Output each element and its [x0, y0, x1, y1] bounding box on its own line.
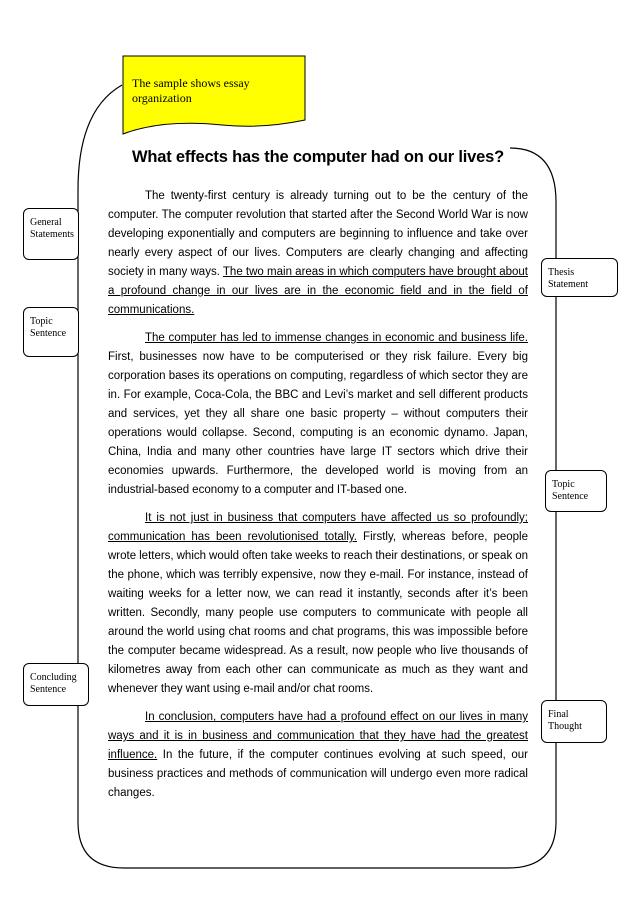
sticky-note	[122, 55, 306, 135]
callout-thesis-statement: Thesis Statement	[541, 258, 618, 297]
final-thought-text: In the future, if the computer continues evolving at such speed, our business practices and methods of communication will undergo even more radical changes.	[108, 749, 528, 799]
paragraph-communication-text: Firstly, whereas before, people wrote letters, which would often take weeks to reach their destinations, or speak on the phone, which was terribly expensive, now they e-mail. For instance, instead of waiting weeks for a letter now, we can read it instantly, seconds after it’s been written. Secondly, many people use computers to communicate with people all around the world using chat rooms and chat programs, this was impossible before the computer became widespread. As a result, now people who live thousands of kilometres away from each other can communicate as much as they want and whenever they want using e-mail and/or chat rooms.	[108, 531, 528, 695]
essay-body	[108, 187, 528, 812]
topic-sentence-economy: The computer has led to immense changes in economic and business life.	[145, 332, 528, 344]
sticky-note-text: The sample shows essay organization	[132, 76, 250, 105]
concluding-sentence-text: In conclusion, computers have had a profound effect on our lives in many ways and it is in business and communication that they have had the greatest influence.	[108, 711, 528, 761]
callout-general-statements: General Statements	[23, 208, 79, 260]
topic-sentence-communication: It is not just in business that computers have affected us so profoundly; communication has been revolutionised totally.	[108, 512, 528, 543]
paragraph-economy-text: First, businesses now have to be computerised or they risk failure. Every big corporation bases its operations on computing, regardless of which sector they are in. For example, Coca-Cola, the BBC and Levi’s market and sell different products and services, yet they all share one basic property – without computers their operations would collapse. Second, computing is an economic dynamo. Japan, China, India and many other countries have large IT sectors which drive their economies upwards. Furthermore, the developed world is moving from an industrial-based economy to a computer and IT-based one.	[108, 351, 528, 496]
paragraph-communication	[108, 509, 528, 699]
essay-title: What effects has the computer had on our lives?	[132, 148, 504, 166]
thesis-statement-text: The two main areas in which computers have brought about a profound change in our lives are in the economic field and in the field of communications.	[108, 266, 528, 316]
callout-topic-sentence-left: Topic Sentence	[23, 307, 79, 357]
general-statements-text: The twenty-first century is already turning out to be the century of the computer. The computer revolution that started after the Second World War is now developing exponentially and computers are beginning to influence and take over nearly every aspect of our lives. Computers are clearly changing and affecting society in many ways.	[108, 190, 528, 278]
paragraph-economy	[108, 329, 528, 500]
callout-concluding-sentence: Concluding Sentence	[23, 663, 89, 706]
paragraph-introduction	[108, 187, 528, 320]
callout-topic-sentence-right: Topic Sentence	[545, 470, 607, 512]
callout-final-thought: Final Thought	[541, 700, 607, 743]
paragraph-conclusion	[108, 708, 528, 803]
